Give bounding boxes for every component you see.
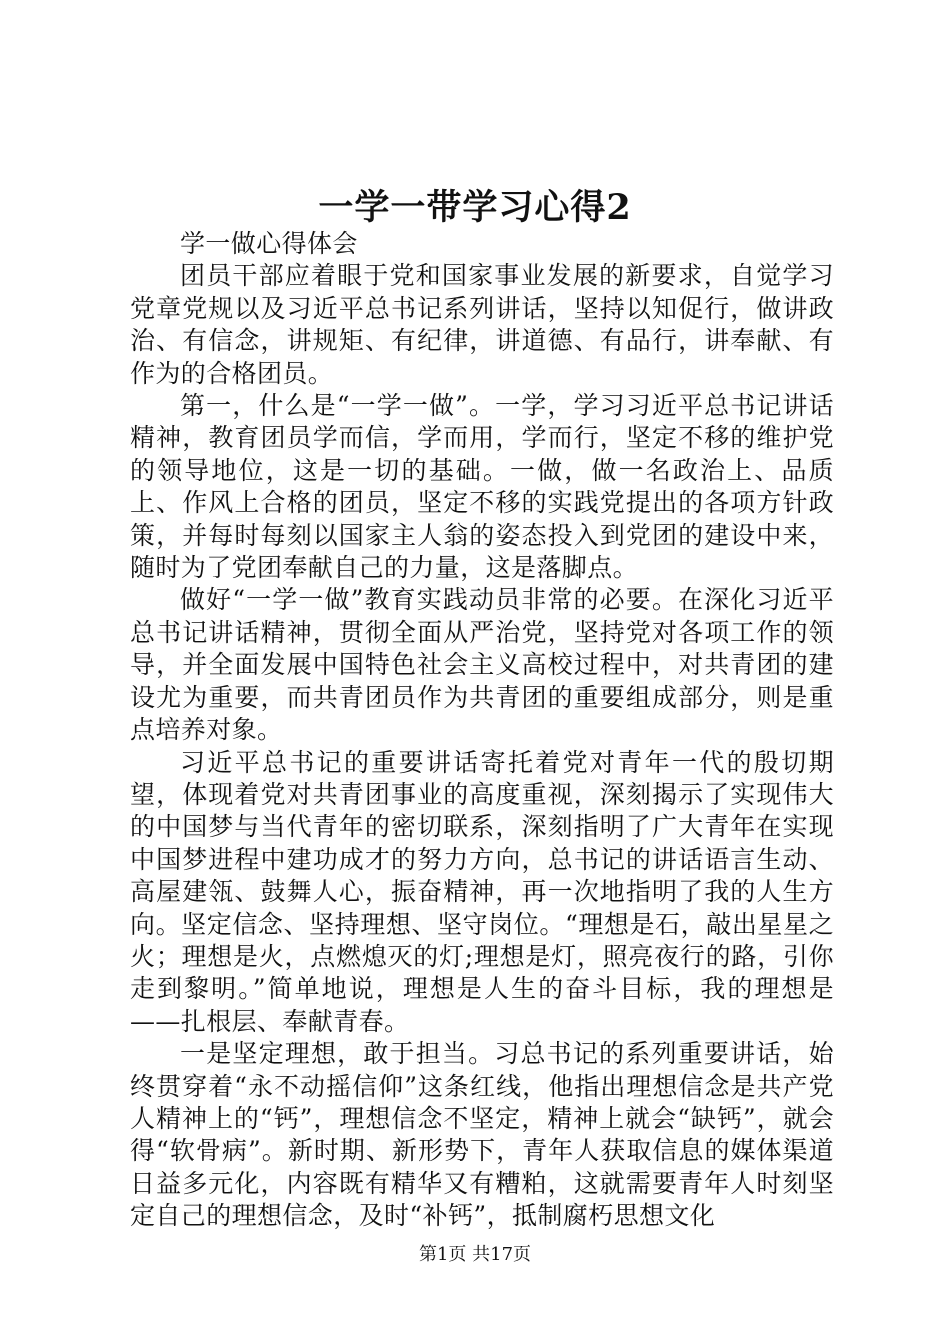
paragraph: 团员干部应着眼于党和国家事业发展的新要求，自觉学习党章党规以及习近平总书记系列讲话，坚持以知促行，做讲政治、有信念，讲规矩、有纪律，讲道德、有品行，讲奉献、有作为的合格团员。: [130, 261, 834, 388]
paragraph: 做好“一学一做”教育实践动员非常的必要。在深化习近平总书记讲话精神，贯彻全面从严治党，坚持党对各项工作的领导，并全面发展中国特色社会主义高校过程中，对共青团的建设尤为重要，而共青团员作为共青团的重要组成部分，则是重点培养对象。: [130, 585, 834, 745]
paragraph: 习近平总书记的重要讲话寄托着党对青年一代的殷切期望，体现着党对共青团事业的高度重视，深刻揭示了实现伟大的中国梦与当代青年的密切联系，深刻指明了广大青年在实现中国梦进程中建功成才的努力方向，总书记的讲话语言生动、高屋建瓴、鼓舞人心，振奋精神，再一次地指明了我的人生方向。坚定信念、坚持理想、坚守岗位。“理想是石，敲出星星之火；理想是火，点燃熄灭的灯;理想是灯，照亮夜行的路，引你走到黎明。”简单地说，理想是人生的奋斗目标，我的理想是——扎根层、奉献青春。: [130, 747, 834, 1036]
document-title: 一学一带学习心得2: [318, 187, 632, 228]
paragraph-subtitle: 学一做心得体会: [180, 229, 358, 258]
paragraph: 一是坚定理想，敢于担当。习总书记的系列重要讲话，始终贯穿着“永不动摇信仰”这条红线，他指出理想信念是共产党人精神上的“钙”，理想信念不坚定，精神上就会“缺钙”，就会得“软骨病”。新时期、新形势下，青年人获取信息的媒体渠道日益多元化，内容既有精华又有糟粕，这就需要青年人时刻坚定自己的理想信念，及时“补钙”，抵制腐朽思想文化: [130, 1039, 834, 1231]
page-number-footer: 第1页 共17页: [418, 1244, 532, 1265]
document-body: [130, 228, 834, 1233]
paragraph: 第一，什么是“一学一做”。一学，学习习近平总书记讲话精神，教育团员学而信，学而用，学而行，坚定不移的维护党的领导地位，这是一切的基础。一做，做一名政治上、品质上、作风上合格的团员，坚定不移的实践党提出的各项方针政策，并每时每刻以国家主人翁的姿态投入到党团的建设中来，随时为了党团奉献自己的力量，这是落脚点。: [130, 391, 834, 583]
